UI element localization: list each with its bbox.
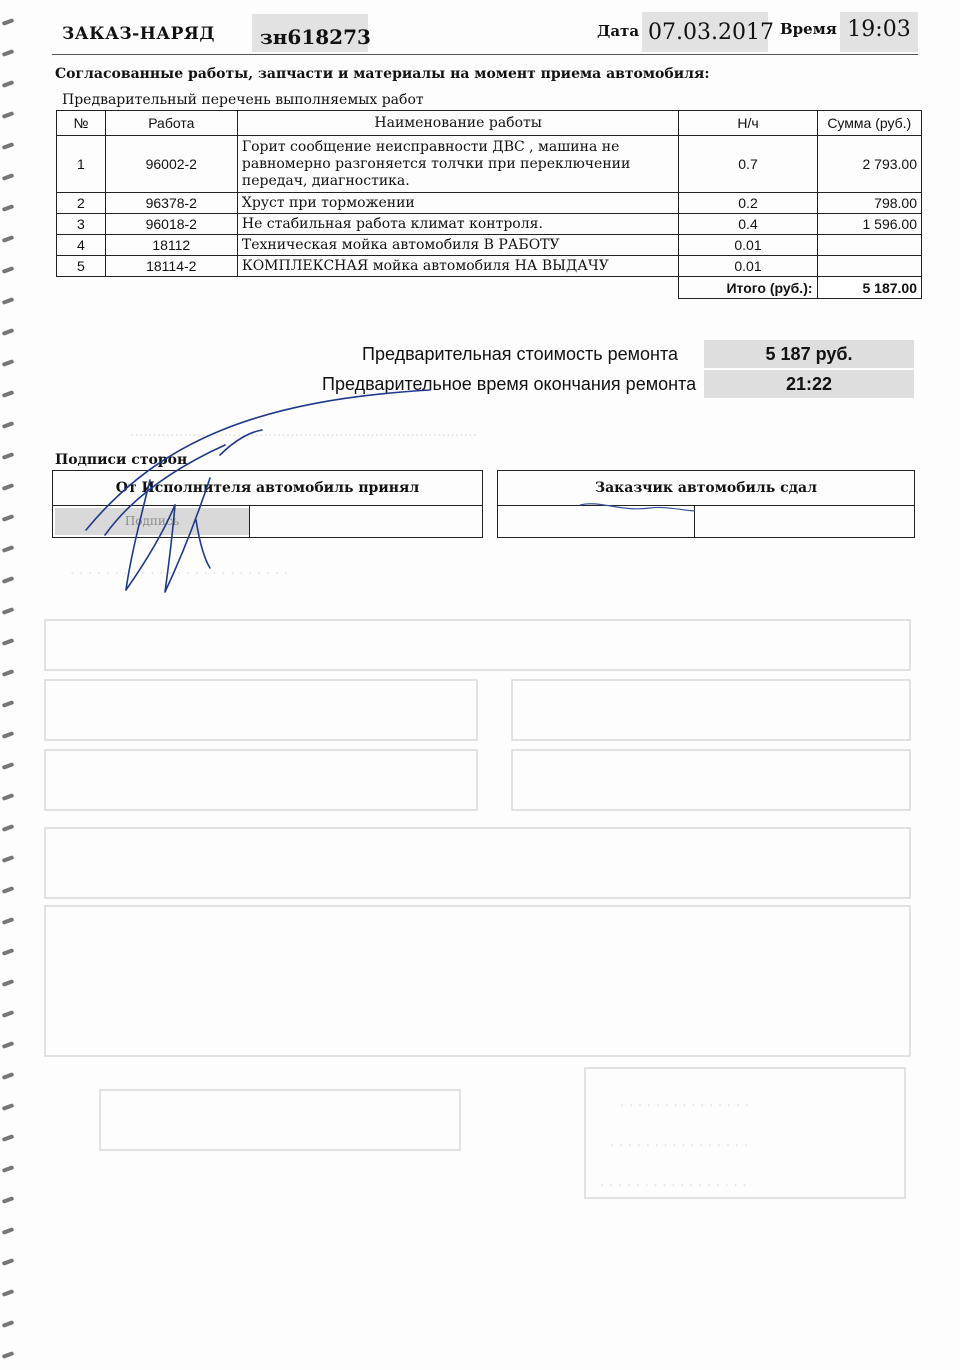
customer-title: Заказчик автомобиль сдал [498, 471, 914, 506]
row-name: Хруст при торможении [237, 193, 679, 214]
svg-text:· · · · · · · · · · · · · · ·: · · · · · · · · · · · · · · · · · [600, 1178, 747, 1194]
row-code: 96378-2 [105, 193, 237, 214]
svg-text:· · · · · · · · · · · · · · ·: · · · · · · · · · · · · · · · [620, 1098, 750, 1114]
date-label: Дата [597, 22, 640, 40]
estimate-time-label: Предварительное время окончания ремонта [322, 374, 697, 394]
prelim-list-heading: Предварительный перечень выполняемых работ [62, 92, 424, 108]
time-label: Время [780, 20, 837, 38]
row-norm-hours: 0.01 [679, 235, 817, 256]
row-number: 5 [57, 256, 106, 277]
signatures-heading: Подписи сторон [55, 452, 188, 468]
row-number: 1 [57, 136, 106, 193]
order-number: зн618273 [252, 14, 368, 52]
col-sum: Сумма (руб.) [817, 111, 921, 136]
row-norm-hours: 0.4 [679, 214, 817, 235]
row-code: 96018-2 [105, 214, 237, 235]
col-norm-hours: Н/ч [679, 111, 817, 136]
total-value: 5 187.00 [817, 277, 921, 299]
row-sum: 2 793.00 [817, 136, 921, 193]
row-name: КОМПЛЕКСНАЯ мойка автомобиля НА ВЫДАЧУ [237, 256, 679, 277]
row-name: Техническая мойка автомобиля В РАБОТУ [237, 235, 679, 256]
row-norm-hours: 0.2 [679, 193, 817, 214]
row-number: 2 [57, 193, 106, 214]
row-norm-hours: 0.7 [679, 136, 817, 193]
executor-title: От Исполнителя автомобиль принял [53, 471, 482, 506]
col-number: № [57, 111, 106, 136]
estimate-cost-label: Предварительная стоимость ремонта [362, 344, 679, 364]
col-work-code: Работа [105, 111, 237, 136]
row-number: 4 [57, 235, 106, 256]
executor-signature-label: Подпись [55, 508, 249, 535]
row-sum: 1 596.00 [817, 214, 921, 235]
row-name: Не стабильная работа климат контроля. [237, 214, 679, 235]
agreed-works-heading: Согласованные работы, запчасти и материалы на момент приема автомобиля: [55, 66, 710, 82]
order-time: 19:03 [840, 12, 918, 52]
row-sum: 798.00 [817, 193, 921, 214]
estimate-time-value: 21:22 [704, 370, 914, 398]
svg-text:· · · · · · · · · · · · · · ·: · · · · · · · · · · · · · · · · · · · · · · · · · [70, 566, 289, 582]
svg-text:· · · · · · · · · · · · · · ·: · · · · · · · · · · · · · · · · [610, 1138, 748, 1154]
order-date: 07.03.2017 [642, 12, 768, 52]
row-code: 18114-2 [105, 256, 237, 277]
col-work-name: Наименование работы [237, 111, 679, 136]
total-label: Итого (руб.): [679, 277, 817, 299]
row-code: 18112 [105, 235, 237, 256]
document-title: ЗАКАЗ-НАРЯД [62, 24, 216, 44]
svg-text:······························: ·············································································· [130, 428, 478, 444]
row-norm-hours: 0.01 [679, 256, 817, 277]
row-number: 3 [57, 214, 106, 235]
row-code: 96002-2 [105, 136, 237, 193]
estimate-cost-value: 5 187 руб. [704, 340, 914, 368]
row-name: Горит сообщение неисправности ДВС , машина не равномерно разгоняется толчки при переключении передач, диагностика. [237, 136, 679, 193]
